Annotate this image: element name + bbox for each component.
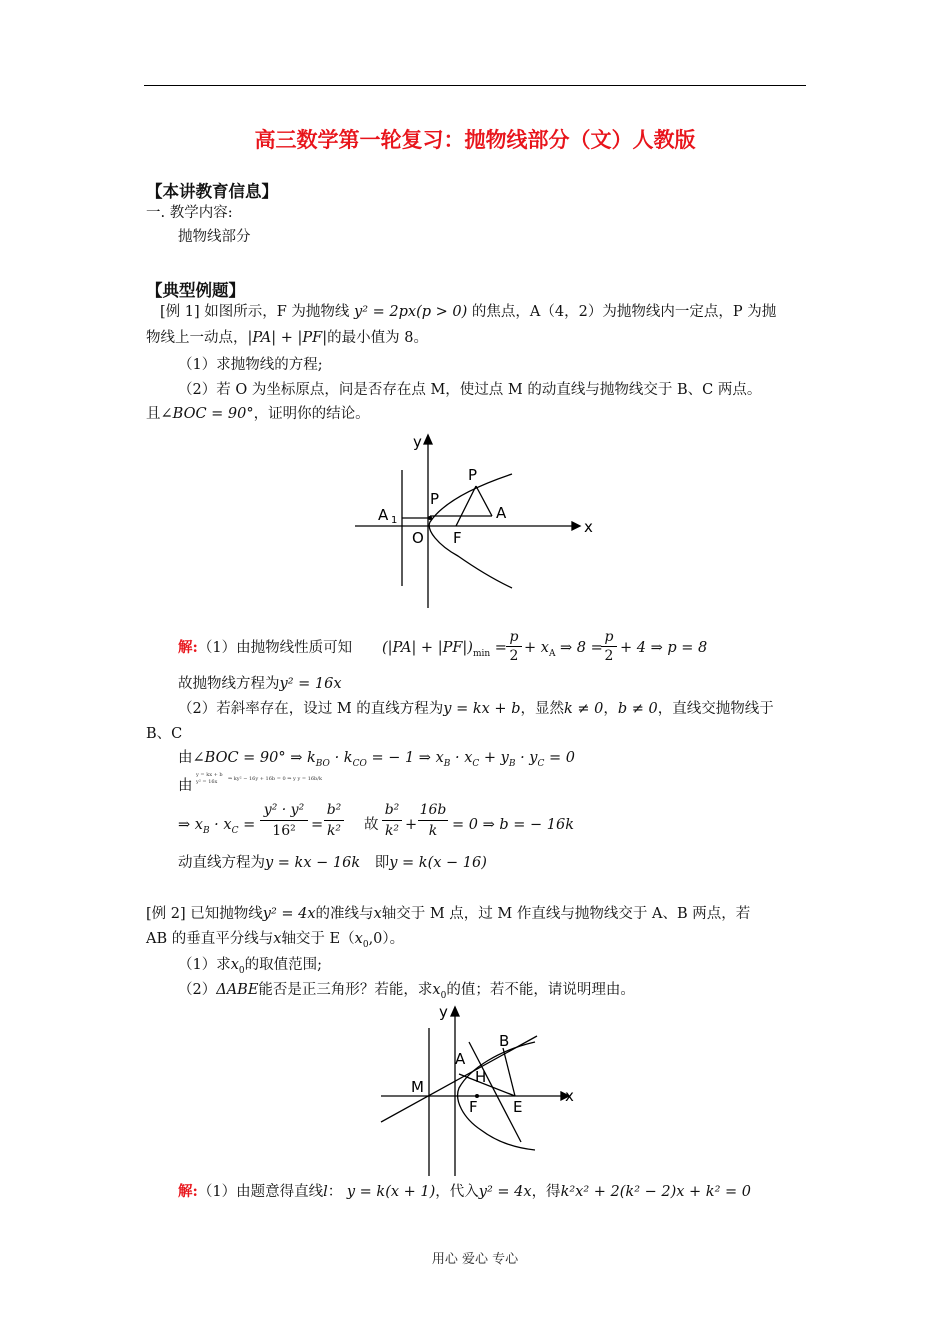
y-axis-arrow-icon-2 — [451, 1007, 459, 1016]
y-axis-arrow-icon — [424, 435, 432, 444]
fraction-b2-k2-b: b² k² — [382, 800, 402, 841]
label-m: M — [411, 1078, 424, 1096]
segment-pf — [456, 486, 476, 526]
fraction-yb-yc: y² · y² 16² — [260, 800, 308, 841]
solution1-line1: 解:（1）由抛物线性质可知 — [178, 639, 353, 656]
solution2-line5-eq: = — [311, 817, 324, 833]
header-rule — [144, 85, 806, 86]
solution2-line5-result: = 0 ⇒ b = − 16k — [452, 817, 574, 833]
label-f-2: F — [469, 1098, 478, 1116]
fraction-p-over-2-b: p 2 — [601, 628, 617, 665]
label-y-2: y — [439, 1003, 448, 1021]
solution2-line1: （2）若斜率存在，设过 M 的直线方程为y = kx + b，显然k ≠ 0，b ≠ 0，直线交抛物线于 — [178, 701, 774, 717]
section-heading-info: 【本讲教育信息】 — [146, 182, 278, 201]
solution1-formula: $(|PA| + |PF|)_{min}$ = — [382, 640, 507, 659]
example1-question2-cont: 且∠BOC = 90°，证明你的结论。 — [146, 406, 370, 422]
solution1-line2: 故抛物线方程为y² = 16x — [178, 676, 342, 692]
solution2-tiny-derivation: ⇒ ky² − 16y + 16b = 0 ⇒ y y = 16b/k — [228, 776, 322, 782]
solution2-line5-a: ⇒ $x_B \cdot x_C$ = — [178, 817, 256, 836]
fraction-b2-k2-a: b² k² — [324, 800, 344, 841]
teaching-content-label: 一. 教学内容: — [146, 205, 233, 221]
x-axis-arrow-icon — [572, 522, 580, 530]
page-footer: 用心 爱心 专心 — [431, 1252, 519, 1267]
solution2-line3: 由∠BOC = 90° ⇒ $k_{BO} \cdot k_{CO}$ = − 1 ⇒ $x_B \cdot x_C + y_B \cdot y_C = 0$ — [178, 750, 575, 769]
example2-line2: AB 的垂直平分线与x轴交于 $E(x_0,0)$。 — [146, 931, 405, 950]
example2-line1: [例 2] 已知抛物线y² = 4x的准线与x轴交于 M 点，过 M 作直线与抛物线交于 A、B 两点，若 — [146, 906, 751, 922]
segment-be — [503, 1048, 515, 1096]
label-a1-sub: 1 — [391, 515, 398, 526]
label-p-top: P — [468, 466, 478, 484]
solution1-formula-part2: + $x_A$ ⇒ 8 = — [524, 640, 603, 659]
label-h: H — [475, 1068, 487, 1086]
label-o: O — [412, 529, 424, 547]
teaching-content-value: 抛物线部分 — [178, 229, 251, 245]
figure-parabola-2 — [375, 1000, 585, 1180]
example1-question2: （2）若 O 为坐标原点，问是否存在点 M，使过点 M 的动直线与抛物线交于 B、C 两点。 — [178, 382, 762, 398]
label-a1: A — [378, 506, 389, 524]
figure-parabola-1 — [350, 430, 600, 615]
solution2-line2: B、C — [146, 726, 183, 742]
label-p-left: P — [430, 490, 440, 508]
parabola-curve — [429, 474, 512, 588]
label-e: E — [513, 1098, 523, 1116]
example2-question1: （1）求$x_0$的取值范围; — [178, 957, 323, 976]
section-heading-examples: 【典型例题】 — [146, 281, 245, 300]
label-f: F — [453, 529, 462, 547]
solution2-tiny-system: y = kx + b y² = 16x — [196, 772, 223, 785]
page-title: 高三数学第一轮复习：抛物线部分（文）人教版 — [254, 127, 696, 152]
example2-question2: （2）ΔABE能否是正三角形？若能，求$x_0$的值；若不能，请说明理由。 — [178, 982, 635, 1001]
label-y: y — [413, 433, 422, 451]
example1-line2: 物线上一动点，|PA| + |PF|的最小值为 8。 — [146, 330, 428, 346]
solution2-line4: 由 — [178, 778, 193, 794]
label-b: B — [499, 1032, 510, 1050]
solution1-formula-part3: + 4 ⇒ p = 8 — [620, 640, 708, 656]
example1-line1: [例 1] 如图所示，F 为抛物线 y² = 2px(p > 0) 的焦点，A（4，2）为抛物线内一定点，P 为抛 — [160, 304, 777, 320]
example1-question1: （1）求抛物线的方程; — [178, 357, 323, 373]
example2-solution-line1: 解:（1）由题意得直线l： y = k(x + 1)，代入y² = 4x，得k²x² + 2(k² − 2)x + k² = 0 — [178, 1183, 751, 1200]
label-x-2: x — [565, 1087, 574, 1105]
solution2-line5-therefore: 故 — [364, 817, 379, 833]
label-x: x — [584, 518, 593, 536]
point-p-dot — [428, 516, 432, 520]
label-a: A — [496, 504, 507, 522]
solution2-line6: 动直线方程为y = kx − 16k 即y = k(x − 16) — [178, 855, 487, 871]
solution2-line5-plus: + — [405, 817, 418, 833]
label-a-2: A — [455, 1050, 466, 1068]
fraction-16b-k: 16b k — [419, 802, 447, 839]
segment-pa — [476, 486, 492, 516]
fraction-p-over-2-a: p 2 — [506, 628, 522, 665]
